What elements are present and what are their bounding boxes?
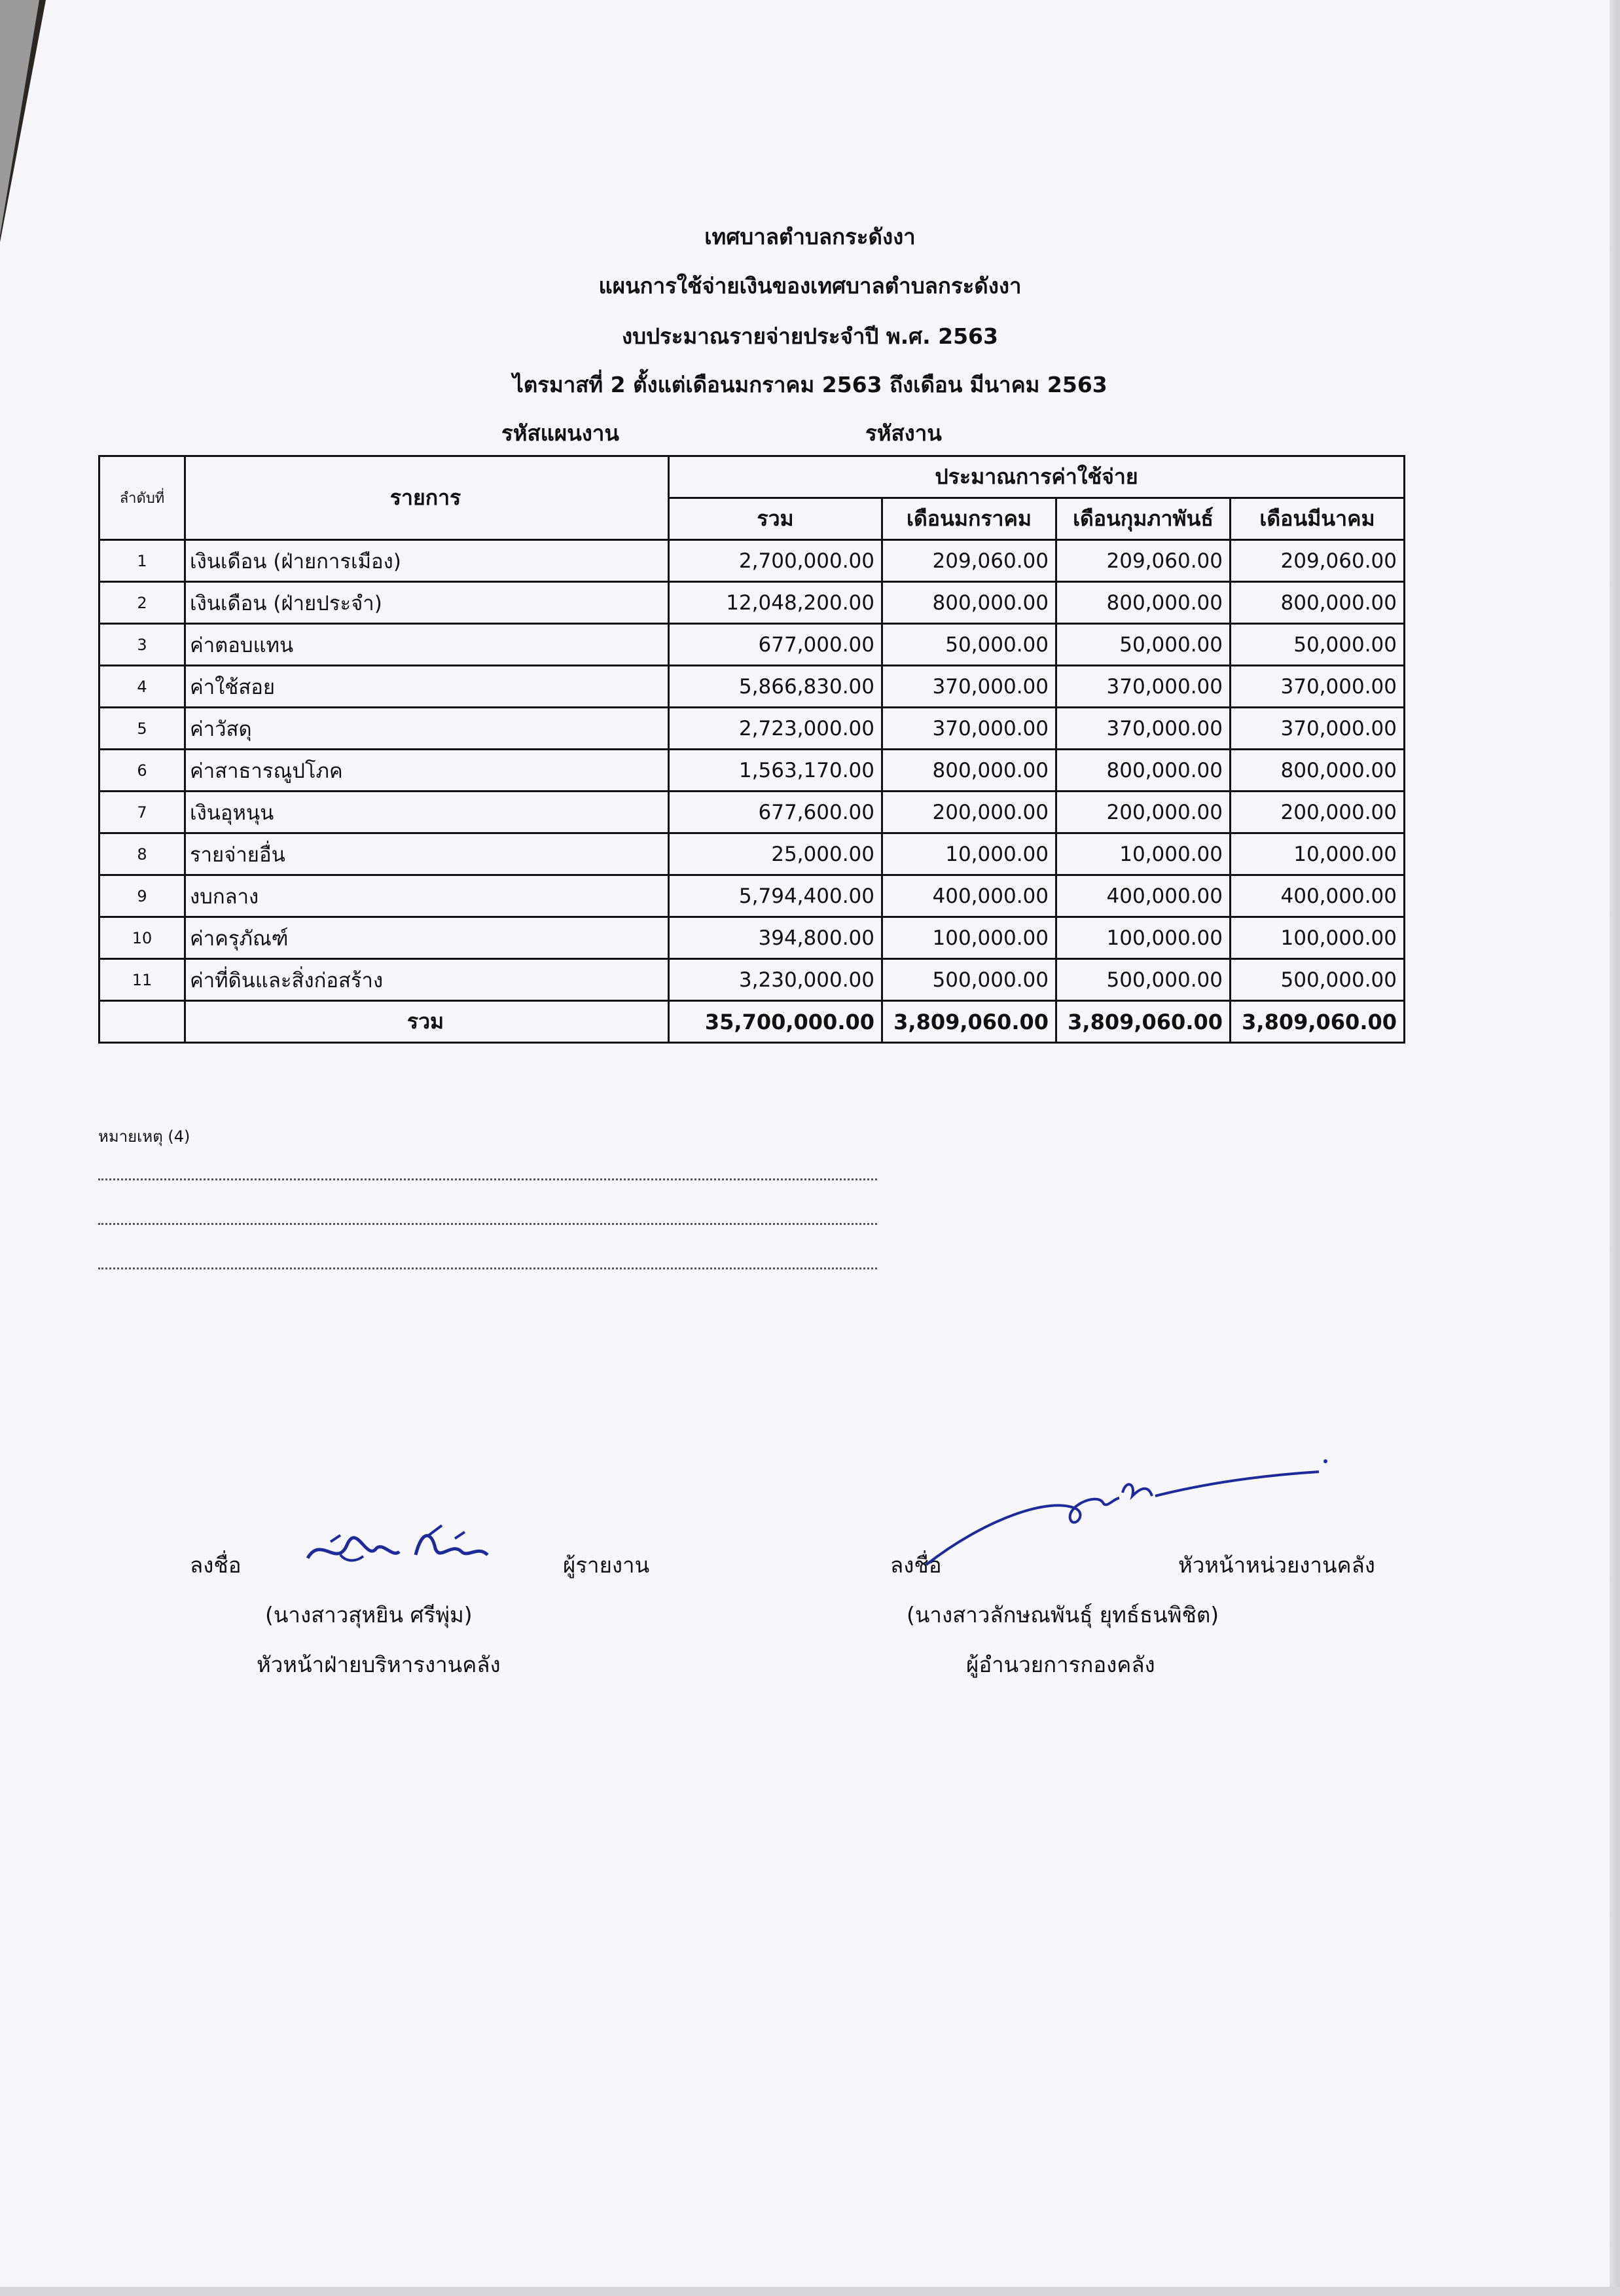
row-mar: 500,000.00 (1231, 959, 1405, 1001)
grand-total: 35,700,000.00 (669, 1001, 882, 1043)
row-feb: 800,000.00 (1056, 750, 1231, 792)
table-row (99, 917, 1405, 959)
note-dotted-line (98, 1178, 877, 1180)
row-no: 9 (99, 875, 185, 917)
right-role: หัวหน้าหน่วยงานคลัง (1178, 1552, 1375, 1578)
row-item: งบกลาง (185, 875, 669, 917)
total-mar: 3,809,060.00 (1231, 1001, 1405, 1043)
row-jan: 209,060.00 (882, 540, 1056, 582)
row-no: 10 (99, 917, 185, 959)
note-dotted-line (98, 1223, 877, 1225)
row-feb: 370,000.00 (1056, 666, 1231, 708)
row-mar: 370,000.00 (1231, 708, 1405, 750)
row-total: 25,000.00 (669, 833, 882, 875)
row-feb: 200,000.00 (1056, 792, 1231, 833)
row-no: 1 (99, 540, 185, 582)
row-total: 5,794,400.00 (669, 875, 882, 917)
row-no: 5 (99, 708, 185, 750)
row-mar: 209,060.00 (1231, 540, 1405, 582)
row-mar: 400,000.00 (1231, 875, 1405, 917)
table-total-row (99, 1001, 1405, 1043)
plan-title: แผนการใช้จ่ายเงินของเทศบาลตำบลกระดังงา (598, 273, 1022, 299)
row-jan: 100,000.00 (882, 917, 1056, 959)
table-row (99, 833, 1405, 875)
work-code-label: รหัสงาน (865, 420, 942, 446)
row-total: 677,600.00 (669, 792, 882, 833)
row-mar: 200,000.00 (1231, 792, 1405, 833)
col-header-item: รายการ (185, 456, 669, 540)
row-total: 1,563,170.00 (669, 750, 882, 792)
table-row (99, 624, 1405, 666)
row-total: 677,000.00 (669, 624, 882, 666)
total-row-blank (99, 1001, 185, 1043)
row-no: 11 (99, 959, 185, 1001)
col-header-jan: เดือนมกราคม (882, 498, 1056, 540)
table-row (99, 540, 1405, 582)
table-header-row (99, 456, 1405, 498)
left-sign-label: ลงชื่อ (190, 1552, 242, 1578)
row-item: ค่าสาธารณูปโภค (185, 750, 669, 792)
row-feb: 800,000.00 (1056, 582, 1231, 624)
org-title: เทศบาลตำบลกระดังงา (704, 224, 916, 249)
row-mar: 800,000.00 (1231, 750, 1405, 792)
row-no: 2 (99, 582, 185, 624)
row-no: 4 (99, 666, 185, 708)
row-jan: 50,000.00 (882, 624, 1056, 666)
right-sign-label: ลงชื่อ (890, 1552, 942, 1578)
row-item: ค่าตอบแทน (185, 624, 669, 666)
right-signer-name: (นางสาวลักษณพันธุ์ ยุทธ์ธนพิชิต) (907, 1602, 1219, 1628)
note-label: หมายเหตุ (4) (98, 1127, 190, 1146)
row-total: 2,700,000.00 (669, 540, 882, 582)
note-dotted-line (98, 1267, 877, 1269)
row-no: 6 (99, 750, 185, 792)
row-jan: 370,000.00 (882, 708, 1056, 750)
row-feb: 370,000.00 (1056, 708, 1231, 750)
row-feb: 209,060.00 (1056, 540, 1231, 582)
row-jan: 800,000.00 (882, 750, 1056, 792)
left-signer-position: หัวหน้าฝ่ายบริหารงานคลัง (257, 1652, 501, 1677)
col-header-total: รวม (669, 498, 882, 540)
table-row (99, 708, 1405, 750)
row-mar: 10,000.00 (1231, 833, 1405, 875)
table-row (99, 666, 1405, 708)
left-handwritten-signature (301, 1522, 497, 1575)
row-item: เงินอุหนุน (185, 792, 669, 833)
total-label: รวม (185, 1001, 669, 1043)
budget-year-title: งบประมาณรายจ่ายประจำปี พ.ศ. 2563 (622, 323, 998, 349)
row-no: 3 (99, 624, 185, 666)
row-mar: 800,000.00 (1231, 582, 1405, 624)
col-header-group: ประมาณการค่าใช้จ่าย (669, 456, 1405, 498)
row-feb: 10,000.00 (1056, 833, 1231, 875)
row-feb: 100,000.00 (1056, 917, 1231, 959)
total-jan: 3,809,060.00 (882, 1001, 1056, 1043)
row-item: เงินเดือน (ฝ่ายประจำ) (185, 582, 669, 624)
row-total: 5,866,830.00 (669, 666, 882, 708)
row-feb: 500,000.00 (1056, 959, 1231, 1001)
col-header-mar: เดือนมีนาคม (1231, 498, 1405, 540)
row-feb: 400,000.00 (1056, 875, 1231, 917)
row-total: 12,048,200.00 (669, 582, 882, 624)
row-item: ค่าวัสดุ (185, 708, 669, 750)
row-jan: 500,000.00 (882, 959, 1056, 1001)
table-row (99, 959, 1405, 1001)
row-total: 2,723,000.00 (669, 708, 882, 750)
row-feb: 50,000.00 (1056, 624, 1231, 666)
row-mar: 370,000.00 (1231, 666, 1405, 708)
row-no: 8 (99, 833, 185, 875)
row-jan: 370,000.00 (882, 666, 1056, 708)
row-jan: 200,000.00 (882, 792, 1056, 833)
row-mar: 50,000.00 (1231, 624, 1405, 666)
page-edge-bottom (0, 2287, 1620, 2296)
table-row (99, 582, 1405, 624)
row-item: รายจ่ายอื่น (185, 833, 669, 875)
row-item: ค่าครุภัณฑ์ (185, 917, 669, 959)
left-role: ผู้รายงาน (563, 1552, 650, 1578)
row-total: 3,230,000.00 (669, 959, 882, 1001)
row-jan: 10,000.00 (882, 833, 1056, 875)
row-item: ค่าที่ดินและสิ่งก่อสร้าง (185, 959, 669, 1001)
page-fold (0, 0, 39, 236)
table-row (99, 792, 1405, 833)
right-signer-position: ผู้อำนวยการกองคลัง (966, 1652, 1155, 1677)
row-jan: 400,000.00 (882, 875, 1056, 917)
table-row (99, 875, 1405, 917)
row-no: 7 (99, 792, 185, 833)
row-item: ค่าใช้สอย (185, 666, 669, 708)
row-mar: 100,000.00 (1231, 917, 1405, 959)
plan-code-label: รหัสแผนงาน (501, 420, 619, 446)
row-jan: 800,000.00 (882, 582, 1056, 624)
col-header-feb: เดือนกุมภาพันธ์ (1056, 498, 1231, 540)
quarter-title: ไตรมาสที่ 2 ตั้งแต่เดือนมกราคม 2563 ถึงเดือน มีนาคม 2563 (513, 372, 1107, 397)
left-signer-name: (นางสาวสุหยิน ศรีพุ่ม) (265, 1602, 473, 1628)
row-total: 394,800.00 (669, 917, 882, 959)
expense-plan-table (98, 455, 1405, 1044)
total-feb: 3,809,060.00 (1056, 1001, 1231, 1043)
table-row (99, 750, 1405, 792)
row-item: เงินเดือน (ฝ่ายการเมือง) (185, 540, 669, 582)
col-header-no: ลำดับที่ (99, 456, 185, 540)
